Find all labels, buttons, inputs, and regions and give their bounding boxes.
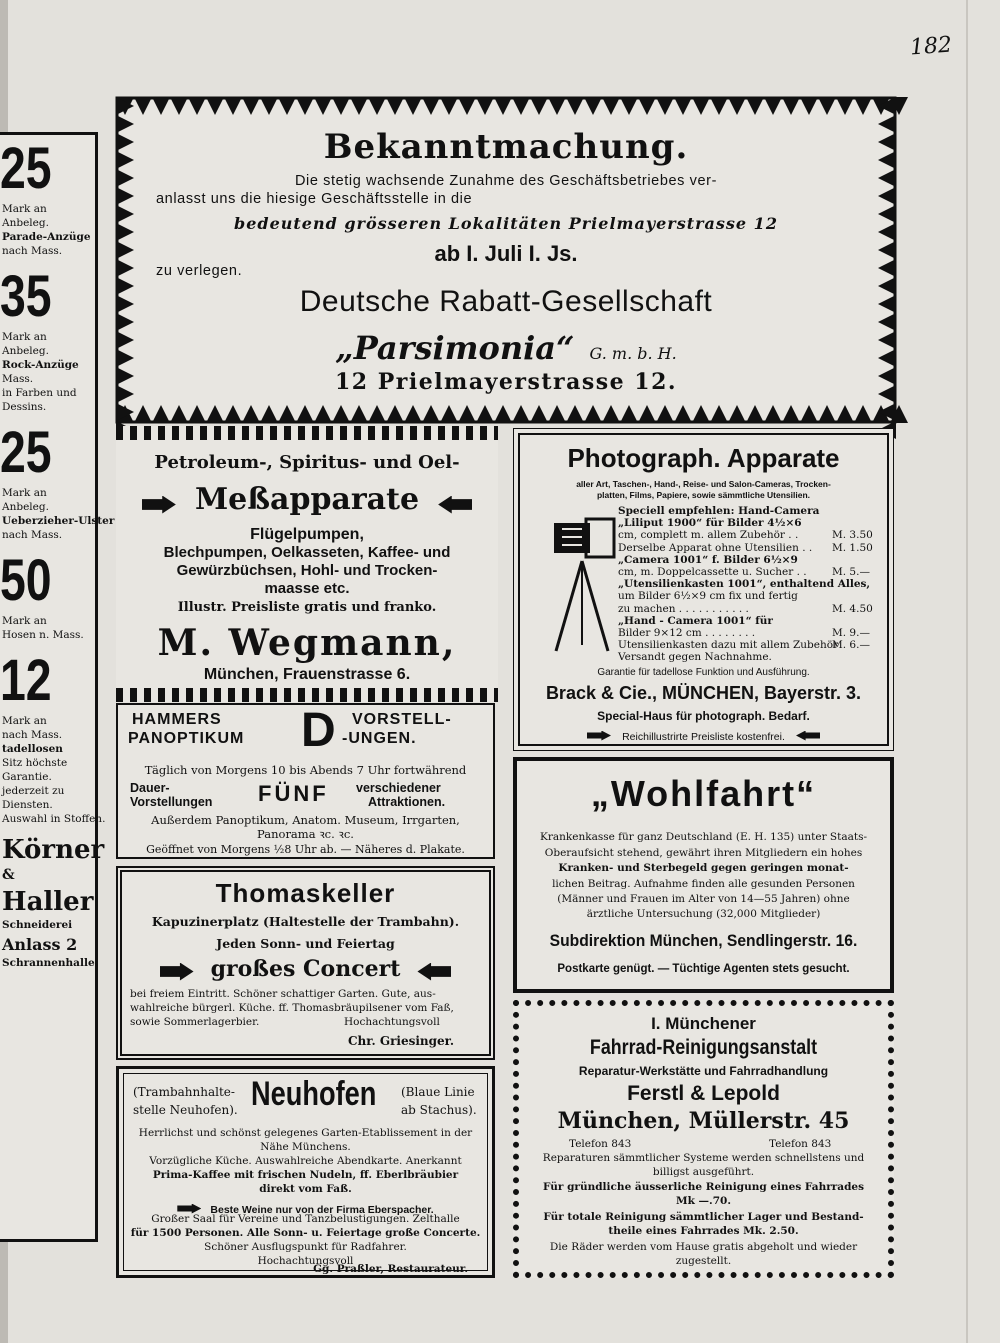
- wohlfahrt-text-5: (Männer und Frauen im Alter von 14—55 Jahren) ohne: [557, 893, 850, 905]
- neuhofen-line-3: Vorzügliche Küche. Auswahlreiche Abendkarte. Anerkannt: [149, 1155, 462, 1167]
- thomaskeller-text-3: sowie Sommerlagerbier.: [130, 1016, 260, 1028]
- wegmann-line-2-row: [116, 482, 498, 517]
- left-price: 25: [0, 136, 52, 201]
- hammer-dauer-2: Vorstellungen: [130, 795, 213, 809]
- left-firm-sub: Schrannenhalle.: [2, 957, 99, 969]
- fahrrad-line-6: Reparaturen sämmtlicher Systeme werden schnellstens und: [542, 1152, 865, 1164]
- hammer-r2: -UNGEN.: [342, 730, 417, 747]
- hammer-panoptikum-ad: [116, 703, 495, 859]
- photo-row-text: „Hand - Camera 1001“ für: [618, 614, 773, 627]
- photo-guarantee: Garantie für tadellose Funktion und Ausführung.: [597, 667, 810, 678]
- left-price-text: Auswahl in Stoffen.: [2, 813, 106, 825]
- left-firm-name: Haller: [2, 887, 94, 917]
- neuhofen-ad: [116, 1066, 495, 1278]
- photo-subtitle-1: aller Art, Taschen-, Hand-, Reise- und Salon-Cameras, Trocken-: [576, 479, 831, 489]
- pointing-hand-icon: [142, 496, 176, 514]
- neuhofen-right-2: ab Stachus).: [401, 1103, 477, 1117]
- photo-row-text: Derselbe Apparat ohne Utensilien . .: [618, 541, 813, 554]
- hammer-line-4: Panorama ꝛc. ꝛc.: [257, 827, 354, 841]
- neuhofen-line-8: für 1500 Personen. Alle Sonn- u. Feiertage große Concerte.: [130, 1227, 481, 1239]
- neuhofen-line-9: Schöner Ausflugspunkt für Radfahrer.: [204, 1241, 407, 1253]
- hammer-r1: VORSTELL-: [352, 711, 452, 728]
- pointing-hand-icon: [438, 496, 472, 514]
- wegmann-line-6: maasse etc.: [264, 580, 350, 597]
- left-price-text: Mass.: [2, 373, 34, 385]
- left-firm-sub: Schneiderei: [2, 919, 73, 931]
- left-price-text: tadellosen: [2, 743, 63, 755]
- pointing-hand-icon: [160, 963, 194, 981]
- thomaskeller-line-2: Jeden Sonn- und Feiertag: [216, 936, 395, 951]
- photo-row-text: zu machen . . . . . . . . . . .: [618, 602, 749, 615]
- photo-firm: Brack & Cie., MÜNCHEN, Bayerstr. 3.: [545, 683, 862, 703]
- left-price: 35: [0, 264, 52, 329]
- hammer-fuenf: FÜNF: [258, 781, 329, 806]
- hammer-versch-2: Attraktionen.: [368, 795, 446, 809]
- wohlfahrt-footer: Postkarte genügt. — Tüchtige Agenten stets gesucht.: [557, 963, 850, 975]
- pointing-hand-icon: [177, 1204, 201, 1214]
- neuhofen-line-1: Herrlichst und schönst gelegenes Garten-Etablissement in der: [138, 1127, 473, 1139]
- wegmann-line-3: Flügelpumpen,: [250, 526, 364, 543]
- left-price-text: Anbeleg.: [2, 345, 49, 357]
- thomaskeller-title: Thomaskeller: [215, 878, 396, 908]
- fahrrad-line-12: Die Räder werden vom Hause gratis abgeholt und wieder: [549, 1241, 858, 1253]
- photo-special: Special-Haus für photograph. Bedarf.: [597, 709, 810, 723]
- neuhofen-line-7: Großer Saal für Vereine und Tanzbelustigungen. Zelthalle: [151, 1213, 460, 1225]
- left-price-text: Hosen n. Mass.: [2, 629, 84, 641]
- photo-catalog-row: [514, 725, 893, 744]
- fahrrad-line-7: billigst ausgeführt.: [652, 1166, 755, 1178]
- left-firm-name: &: [2, 867, 15, 883]
- thomaskeller-line-1: Kapuzinerplatz (Haltestelle der Trambahn).: [151, 914, 460, 929]
- hammer-versch-1: verschiedener: [356, 781, 441, 795]
- fahrrad-ad: [513, 1000, 894, 1278]
- fahrrad-line-2: Fahrrad-Reinigungsanstalt: [589, 1036, 818, 1059]
- left-price-text: in Farben und: [2, 387, 77, 399]
- wegmann-line-1: Petroleum-, Spiritus- und Oel-: [154, 452, 460, 473]
- left-price-text: Anbeleg.: [2, 501, 49, 513]
- left-price-text: Sitz höchste: [2, 757, 68, 769]
- left-price-text: Mark an: [2, 615, 47, 627]
- hammer-line-3: Außerdem Panoptikum, Anatom. Museum, Irrgarten,: [151, 813, 460, 827]
- left-column-ad: [0, 132, 115, 1242]
- photo-row-text: um Bilder 6½×9 cm fix und fertig: [618, 590, 798, 603]
- photo-row-price: M. 1.50: [832, 541, 873, 554]
- fahrrad-line-13: zugestellt.: [675, 1255, 732, 1267]
- photo-row-text: cm, complett m. allem Zubehör . .: [618, 529, 799, 542]
- wohlfahrt-office: Subdirektion München, Sendlingerstr. 16.: [549, 931, 858, 950]
- neuhofen-line-10: Hochachtungsvoll: [257, 1255, 354, 1267]
- hammer-dauer-1: Dauer-: [130, 781, 170, 795]
- fahrrad-line-3: Reparatur-Werkstätte und Fahrradhandlung: [578, 1064, 829, 1078]
- left-price-text: Parade-Anzüge: [2, 231, 91, 243]
- left-firm-sub: Anlass 2: [2, 935, 78, 954]
- wegmann-ad: [116, 426, 498, 702]
- fahrrad-telefon-2: Telefon 843: [769, 1138, 832, 1150]
- neuhofen-left-1: (Trambahnhalte-: [133, 1085, 235, 1099]
- left-price-text: Mark an: [2, 203, 47, 215]
- fahrrad-line-1: I. Münchener: [651, 1014, 756, 1033]
- left-price: 50: [0, 548, 52, 613]
- pointing-hand-icon: [417, 963, 451, 981]
- fahrrad-line-9: Mk —.70.: [676, 1195, 731, 1207]
- neuhofen-line-2: Nähe Münchens.: [260, 1141, 351, 1153]
- announcement-line-4: ab I. Juli I. Js.: [434, 241, 578, 266]
- left-price-text: Mark an: [2, 715, 47, 727]
- photo-row-text: „Liliput 1900“ für Bilder 4½×6: [618, 517, 802, 530]
- left-price-text: Mark an: [2, 487, 47, 499]
- announcement-line-5: zu verlegen.: [156, 263, 243, 279]
- neuhofen-right-1: (Blaue Linie: [401, 1085, 475, 1099]
- photo-row-price: M. 5.—: [832, 566, 870, 578]
- brand-suffix: G. m. b. H.: [589, 344, 677, 363]
- neuhofen-signature: Gg. Praßler, Restaurateur.: [313, 1263, 468, 1275]
- left-price-text: Dessins.: [2, 401, 47, 413]
- page-fold-line: [966, 0, 968, 1343]
- announcement-line-2: anlasst uns die hiesige Geschäftsstelle in die: [156, 191, 473, 207]
- pointing-hand-icon: [587, 731, 611, 741]
- photo-row-price: M. 3.50: [832, 529, 873, 542]
- wegmann-line-4: Blechpumpen, Oelkasseten, Kaffee- und: [163, 544, 451, 561]
- left-price-text: Garantie.: [2, 771, 52, 783]
- thomaskeller-text-4: Hochachtungsvoll: [344, 1016, 440, 1028]
- left-firm-name: Körner: [2, 835, 105, 865]
- left-price: 25: [0, 420, 52, 485]
- hammer-line-1: Täglich von Morgens 10 bis Abends 7 Uhr fortwährend: [144, 763, 467, 777]
- hammer-l1: HAMMERS: [132, 711, 222, 728]
- photo-catalog: Reichillustrirte Preisliste kostenfrei.: [622, 731, 785, 743]
- fahrrad-line-10: Für totale Reinigung sämmtlicher Lager und Bestand-: [543, 1211, 864, 1223]
- photo-row-text: „Camera 1001“ f. Bilder 6½×9: [618, 553, 798, 566]
- bekanntmachung-title: Bekanntmachung.: [323, 127, 689, 167]
- photo-row-text: „Utensilienkasten 1001“, enthaltend Alles,: [618, 578, 871, 591]
- wohlfahrt-text-3: Kranken- und Sterbegeld gegen geringen monat-: [558, 862, 849, 874]
- fahrrad-line-11: theile eines Fahrrades Mk. 2.50.: [608, 1225, 799, 1237]
- decorative-border-top: [116, 426, 498, 440]
- left-price-text: jederzeit zu: [2, 785, 65, 797]
- hammer-l2: PANOPTIKUM: [128, 730, 245, 747]
- company-address: 12 Prielmayerstrasse 12.: [334, 369, 678, 395]
- photo-title: Photograph. Apparate: [567, 443, 840, 473]
- thomaskeller-ad: [116, 866, 495, 1060]
- photo-row-text: Versandt gegen Nachnahme.: [618, 651, 772, 664]
- thomaskeller-concert-row: [122, 956, 489, 982]
- camera-icon: [542, 515, 622, 655]
- left-price-text: Diensten.: [2, 799, 53, 811]
- wegmann-address: München, Frauenstrasse 6.: [203, 666, 411, 683]
- hammer-big-letter: D: [301, 704, 336, 757]
- wohlfahrt-text-2: Oberaufsicht stehend, gewährt ihren Mitgliedern ein hohes: [544, 847, 863, 859]
- neuhofen-left-2: stelle Neuhofen).: [133, 1103, 238, 1117]
- thomaskeller-signature: Chr. Griesinger.: [348, 1034, 455, 1048]
- wohlfahrt-title: „Wohlfahrt“: [590, 773, 817, 814]
- photo-row-text: Speciell empfehlen: Hand-Camera: [618, 505, 820, 517]
- photo-row-text: Bilder 9×12 cm . . . . . . . .: [618, 627, 756, 639]
- wohlfahrt-text-1: Krankenkasse für ganz Deutschland (E. H. 135) unter Staats-: [539, 831, 868, 843]
- brand-line: [116, 329, 896, 367]
- left-price-text: Rock-Anzüge: [2, 359, 79, 371]
- wohlfahrt-text-4: lichen Beitrag. Aufnahme finden alle gesunden Personen: [552, 878, 855, 890]
- neuhofen-title: Neuhofen: [251, 1075, 377, 1113]
- wegmann-line-5: Gewürzbüchsen, Hohl- und Trocken-: [176, 562, 438, 579]
- announcement-line-1: Die stetig wachsende Zunahme des Geschäftsbetriebes ver-: [294, 173, 718, 189]
- left-price: 12: [0, 648, 52, 713]
- wegmann-name: M. Wegmann,: [157, 622, 457, 664]
- photo-row-price: M. 4.50: [832, 602, 873, 615]
- fahrrad-telefon-1: Telefon 843: [569, 1138, 632, 1150]
- photo-subtitle-2: platten, Films, Papiere, sowie sämmtliche Utensilien.: [596, 490, 811, 500]
- bekanntmachung-ad: [116, 97, 896, 423]
- wegmann-line-7: Illustr. Preisliste gratis und franko.: [177, 600, 437, 615]
- left-price-text: Anbeleg.: [2, 217, 49, 229]
- photo-row-price: M. 6.—: [832, 639, 870, 652]
- page-number: 182: [909, 32, 953, 61]
- photo-row-text: Utensilienkasten dazu mit allem Zubehör: [618, 639, 839, 652]
- thomaskeller-text-2: wahlreiche bürgerl. Küche. ff. Thomasbräupilsener vom Faß,: [130, 1002, 454, 1014]
- hammer-line-5: Geöffnet von Morgens ½8 Uhr ab. — Näheres d. Plakate.: [146, 843, 465, 856]
- pointing-hand-icon: [796, 731, 820, 741]
- decorative-border-bottom: [116, 688, 498, 702]
- wohlfahrt-text-6: ärztliche Untersuchung (32,000 Mitglieder): [586, 908, 821, 920]
- thomaskeller-line-3: großes Concert: [210, 956, 401, 982]
- fahrrad-line-8: Für gründliche äusserliche Reinigung eines Fahrrades: [542, 1181, 865, 1193]
- wegmann-line-2: Meßapparate: [194, 482, 420, 517]
- neuhofen-line-6: Beste Weine nur von der Firma Eberspacher.: [210, 1204, 434, 1216]
- wohlfahrt-ad: [513, 757, 894, 993]
- left-price-text: nach Mass.: [2, 245, 63, 257]
- thomaskeller-text-1: bei freiem Eintritt. Schöner schattiger Garten. Gute, aus-: [130, 988, 436, 1000]
- photo-ad: [513, 428, 894, 751]
- neuhofen-line-4: Prima-Kaffee mit frischen Nudeln, ff. Eberlbräubier: [152, 1169, 459, 1181]
- announcement-line-3: bedeutend grösseren Lokalitäten Prielmayerstrasse 12: [234, 214, 778, 233]
- photo-row-price: M. 9.—: [832, 627, 870, 639]
- brand-name: „Parsimonia“: [335, 329, 575, 367]
- fahrrad-line-4: Ferstl & Lepold: [627, 1082, 780, 1105]
- fahrrad-line-5: München, Müllerstr. 45: [557, 1108, 850, 1134]
- left-price-text: Mark an: [2, 331, 47, 343]
- company-name: Deutsche Rabatt-Gesellschaft: [299, 285, 713, 318]
- left-price-text: nach Mass.: [2, 529, 63, 541]
- left-price-text: nach Mass.: [2, 729, 63, 741]
- photo-row-text: cm, m. Doppelcassette u. Sucher . .: [618, 566, 807, 578]
- neuhofen-line-5: direkt vom Faß.: [259, 1183, 352, 1195]
- left-price-text: Ueberzieher-Ulster: [2, 515, 115, 527]
